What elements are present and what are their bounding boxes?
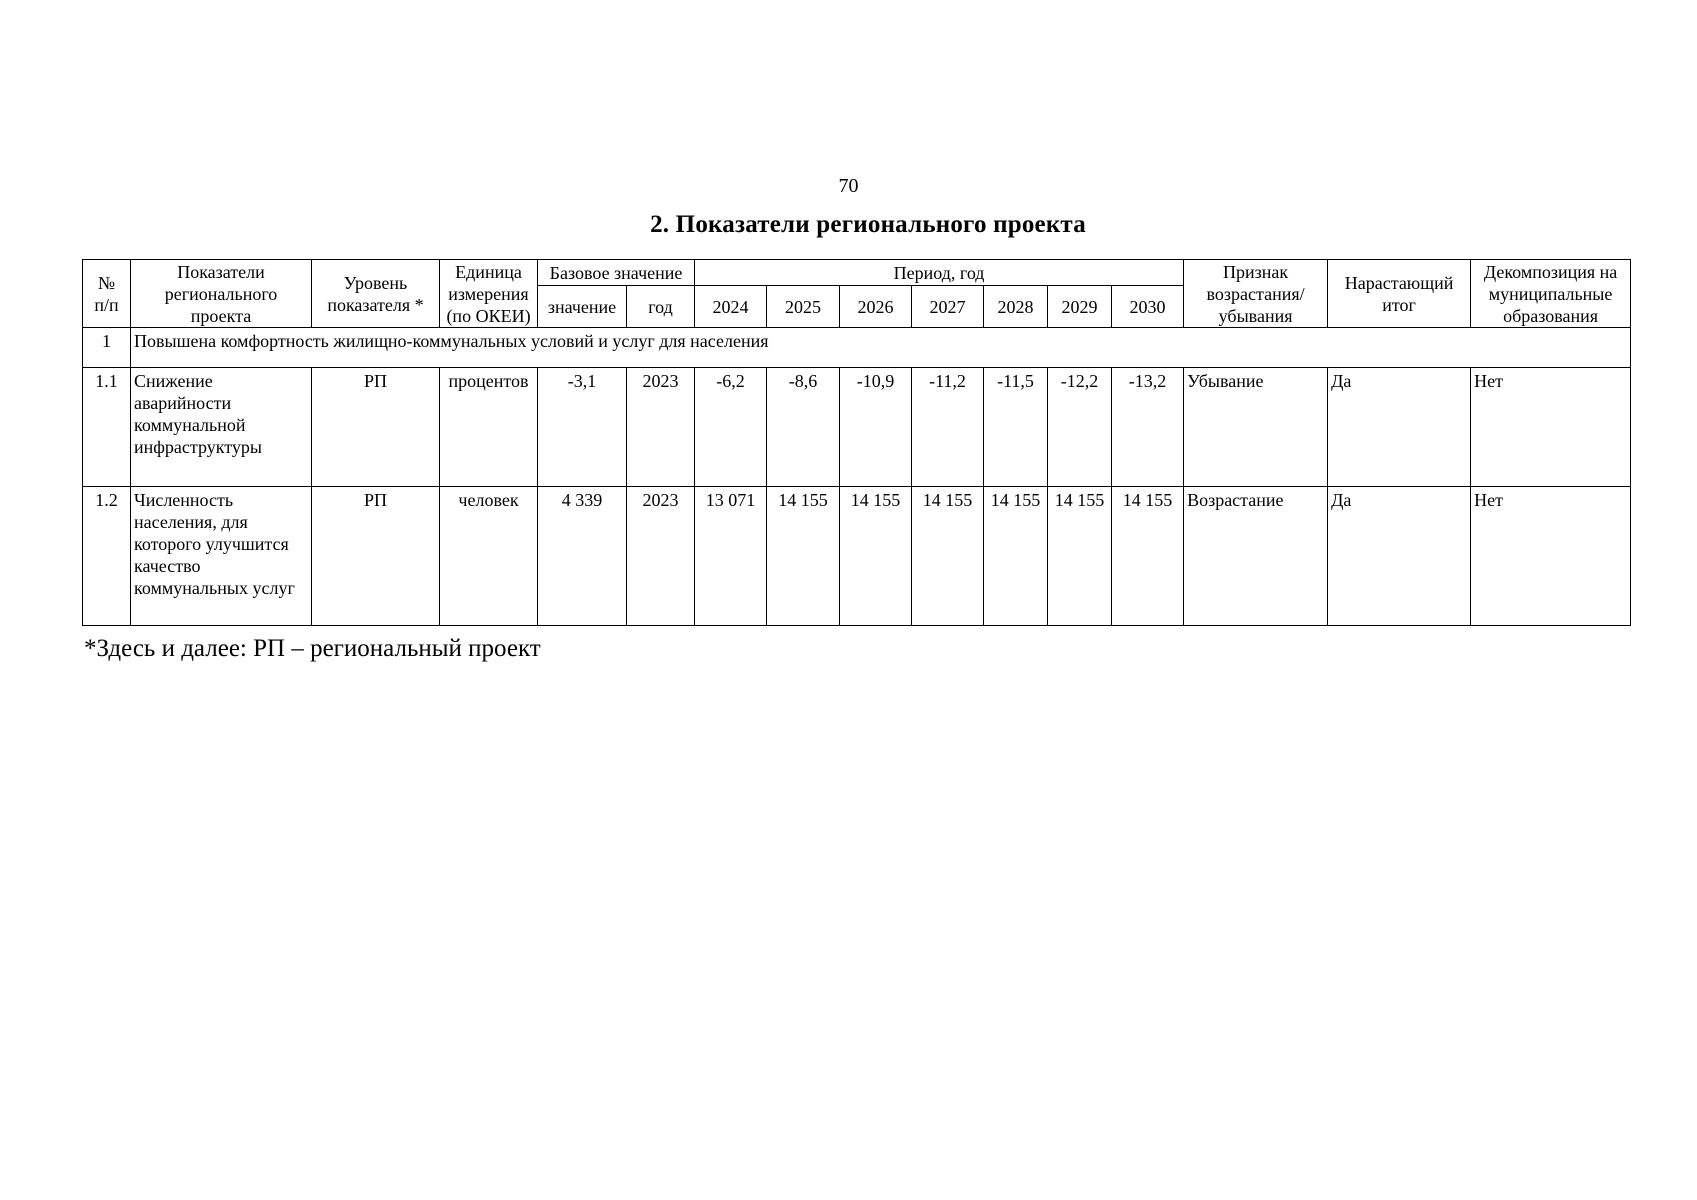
row-indicator: Снижение аварийности коммунальной инфраструктуры: [131, 368, 312, 487]
table-row: [83, 368, 1631, 487]
row-value-2027: -11,2: [912, 368, 984, 487]
row-trend: Возрастание: [1184, 487, 1328, 626]
header-decomposition: Декомпозиция на муниципальные образования: [1471, 260, 1631, 328]
row-value-2025: -8,6: [767, 368, 840, 487]
header-year-2028: 2028: [984, 286, 1048, 328]
header-year-2030: 2030: [1112, 286, 1184, 328]
header-year-2024: 2024: [695, 286, 767, 328]
row-value-2029: -12,2: [1048, 368, 1112, 487]
row-value-2024: 13 071: [695, 487, 767, 626]
row-value-2029: 14 155: [1048, 487, 1112, 626]
header-cumulative: Нарастающий итог: [1328, 260, 1471, 328]
header-base-group: Базовое значение: [538, 260, 695, 286]
row-indicator: Численность населения, для которого улучшится качество коммунальных услуг: [131, 487, 312, 626]
row-base-year: 2023: [627, 368, 695, 487]
row-base-value: 4 339: [538, 487, 627, 626]
row-num: 1.1: [83, 368, 131, 487]
row-cumulative: Да: [1328, 368, 1471, 487]
row-value-2026: -10,9: [840, 368, 912, 487]
row-value-2026: 14 155: [840, 487, 912, 626]
header-trend: Признак возрастания/ убывания: [1184, 260, 1328, 328]
row-value-2024: -6,2: [695, 368, 767, 487]
row-level: РП: [312, 368, 440, 487]
row-unit: человек: [440, 487, 538, 626]
header-level: Уровень показателя *: [312, 260, 440, 328]
row-cumulative: Да: [1328, 487, 1471, 626]
row-trend: Убывание: [1184, 368, 1328, 487]
row-value-2028: -11,5: [984, 368, 1048, 487]
indicators-table: [82, 259, 1631, 626]
page-number: 70: [838, 175, 859, 197]
header-year-2029: 2029: [1048, 286, 1112, 328]
row-unit: процентов: [440, 368, 538, 487]
header-year-2027: 2027: [912, 286, 984, 328]
row-num: 1.2: [83, 487, 131, 626]
header-year-2026: 2026: [840, 286, 912, 328]
row-base-value: -3,1: [538, 368, 627, 487]
row-decomposition: Нет: [1471, 487, 1631, 626]
row-value-2025: 14 155: [767, 487, 840, 626]
header-unit: Единица измерения (по ОКЕИ): [440, 260, 538, 328]
header-period-group: Период, год: [695, 260, 1184, 286]
header-base-value: значение: [538, 286, 627, 328]
header-indicator: Показатели регионального проекта: [131, 260, 312, 328]
row-value-2030: 14 155: [1112, 487, 1184, 626]
section-row: [83, 328, 1631, 368]
section-title-cell: Повышена комфортность жилищно-коммунальных условий и услуг для населения: [131, 328, 1631, 368]
section-title: 2. Показатели регионального проекта: [650, 211, 1086, 238]
row-level: РП: [312, 487, 440, 626]
table-row: [83, 487, 1631, 626]
footnote: *Здесь и далее: РП – региональный проект: [84, 635, 541, 662]
header-year-2025: 2025: [767, 286, 840, 328]
header-row-1: [83, 260, 1631, 286]
header-base-year: год: [627, 286, 695, 328]
row-value-2030: -13,2: [1112, 368, 1184, 487]
row-decomposition: Нет: [1471, 368, 1631, 487]
row-value-2028: 14 155: [984, 487, 1048, 626]
row-value-2027: 14 155: [912, 487, 984, 626]
header-num: № п/п: [83, 260, 131, 328]
section-num: 1: [83, 328, 131, 368]
row-base-year: 2023: [627, 487, 695, 626]
